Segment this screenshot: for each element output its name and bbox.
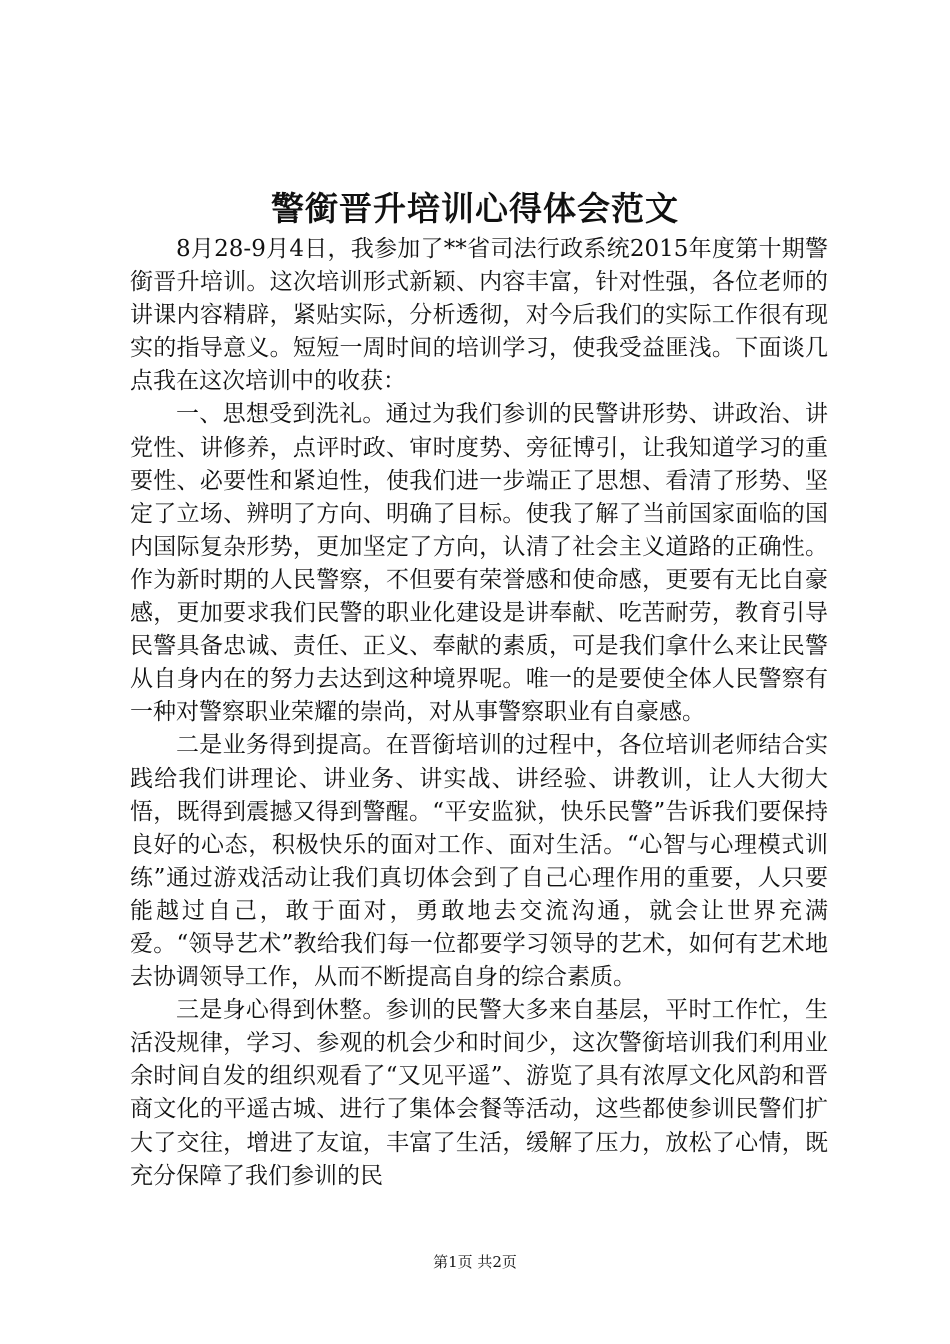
paragraph-intro: 8月28-9月4日，我参加了**省司法行政系统2015年度第十期警銜晋升培训。这次培训形式新颖、内容丰富，针对性强，各位老师的讲课内容精辟，紧贴实际，分析透彻，对今后我们的实际工作很有现实的指导意义。短短一周时间的培训学习，使我受益匪浅。下面谈几点我在这次培训中的收获：	[130, 236, 828, 395]
paragraph-thought: 一、思想受到洗礼。通过为我们参训的民警讲形势、讲政治、讲党性、讲修养，点评时政、审时度势、旁征博引，让我知道学习的重要性、必要性和紧迫性，使我们进一步端正了思想、看清了形势、坚定了立场、辨明了方向、明确了目标。使我了解了当前国家面临的国内国际复杂形势，更加坚定了方向，认清了社会主义道路的正确性。作为新时期的人民警察，不但要有荣誉感和使命感，更要有无比自豪感，更加要求我们民警的职业化建设是讲奉献、吃苦耐劳，教育引导民警具备忠诚、责任、正义、奉献的素质，可是我们拿什么来让民警从自身内在的努力去达到这种境界呢。唯一的是要使全体人民警察有一种对警察职业荣耀的崇尚，对从事警察职业有自豪感。	[130, 401, 828, 726]
page-number: 第1页 共2页	[433, 1253, 517, 1271]
paragraph-business: 二是业务得到提高。在晋銜培训的过程中，各位培训老师结合实践给我们讲理论、讲业务、讲实战、讲经验、讲教训，让人大彻大悟，既得到震撼又得到警醒。“平安监狱，快乐民警”告诉我们要保持良好的心态，积极快乐的面对工作、面对生活。“心智与心理模式训练”通过游戏活动让我们真切体会到了自己心理作用的重要，人只要能越过自己，敢于面对，勇敢地去交流沟通，就会让世界充满爱。“领导艺术”教给我们每一位都要学习领导的艺术，如何有艺术地去协调领导工作，从而不断提高自身的综合素质。	[130, 732, 828, 991]
document-body	[130, 233, 828, 1193]
document-title: 警銜晋升培训心得体会范文	[271, 189, 679, 228]
paragraph-rest: 三是身心得到休整。参训的民警大多来自基层，平时工作忙，生活没规律，学习、参观的机会少和时间少，这次警銜培训我们利用业余时间自发的组织观看了“又见平遥”、游览了具有浓厚文化风韵和晋商文化的平遥古城、进行了集体会餐等活动，这些都使参训民警们扩大了交往，增进了友谊，丰富了生活，缓解了压力，放松了心情，既充分保障了我们参训的民	[130, 997, 828, 1189]
